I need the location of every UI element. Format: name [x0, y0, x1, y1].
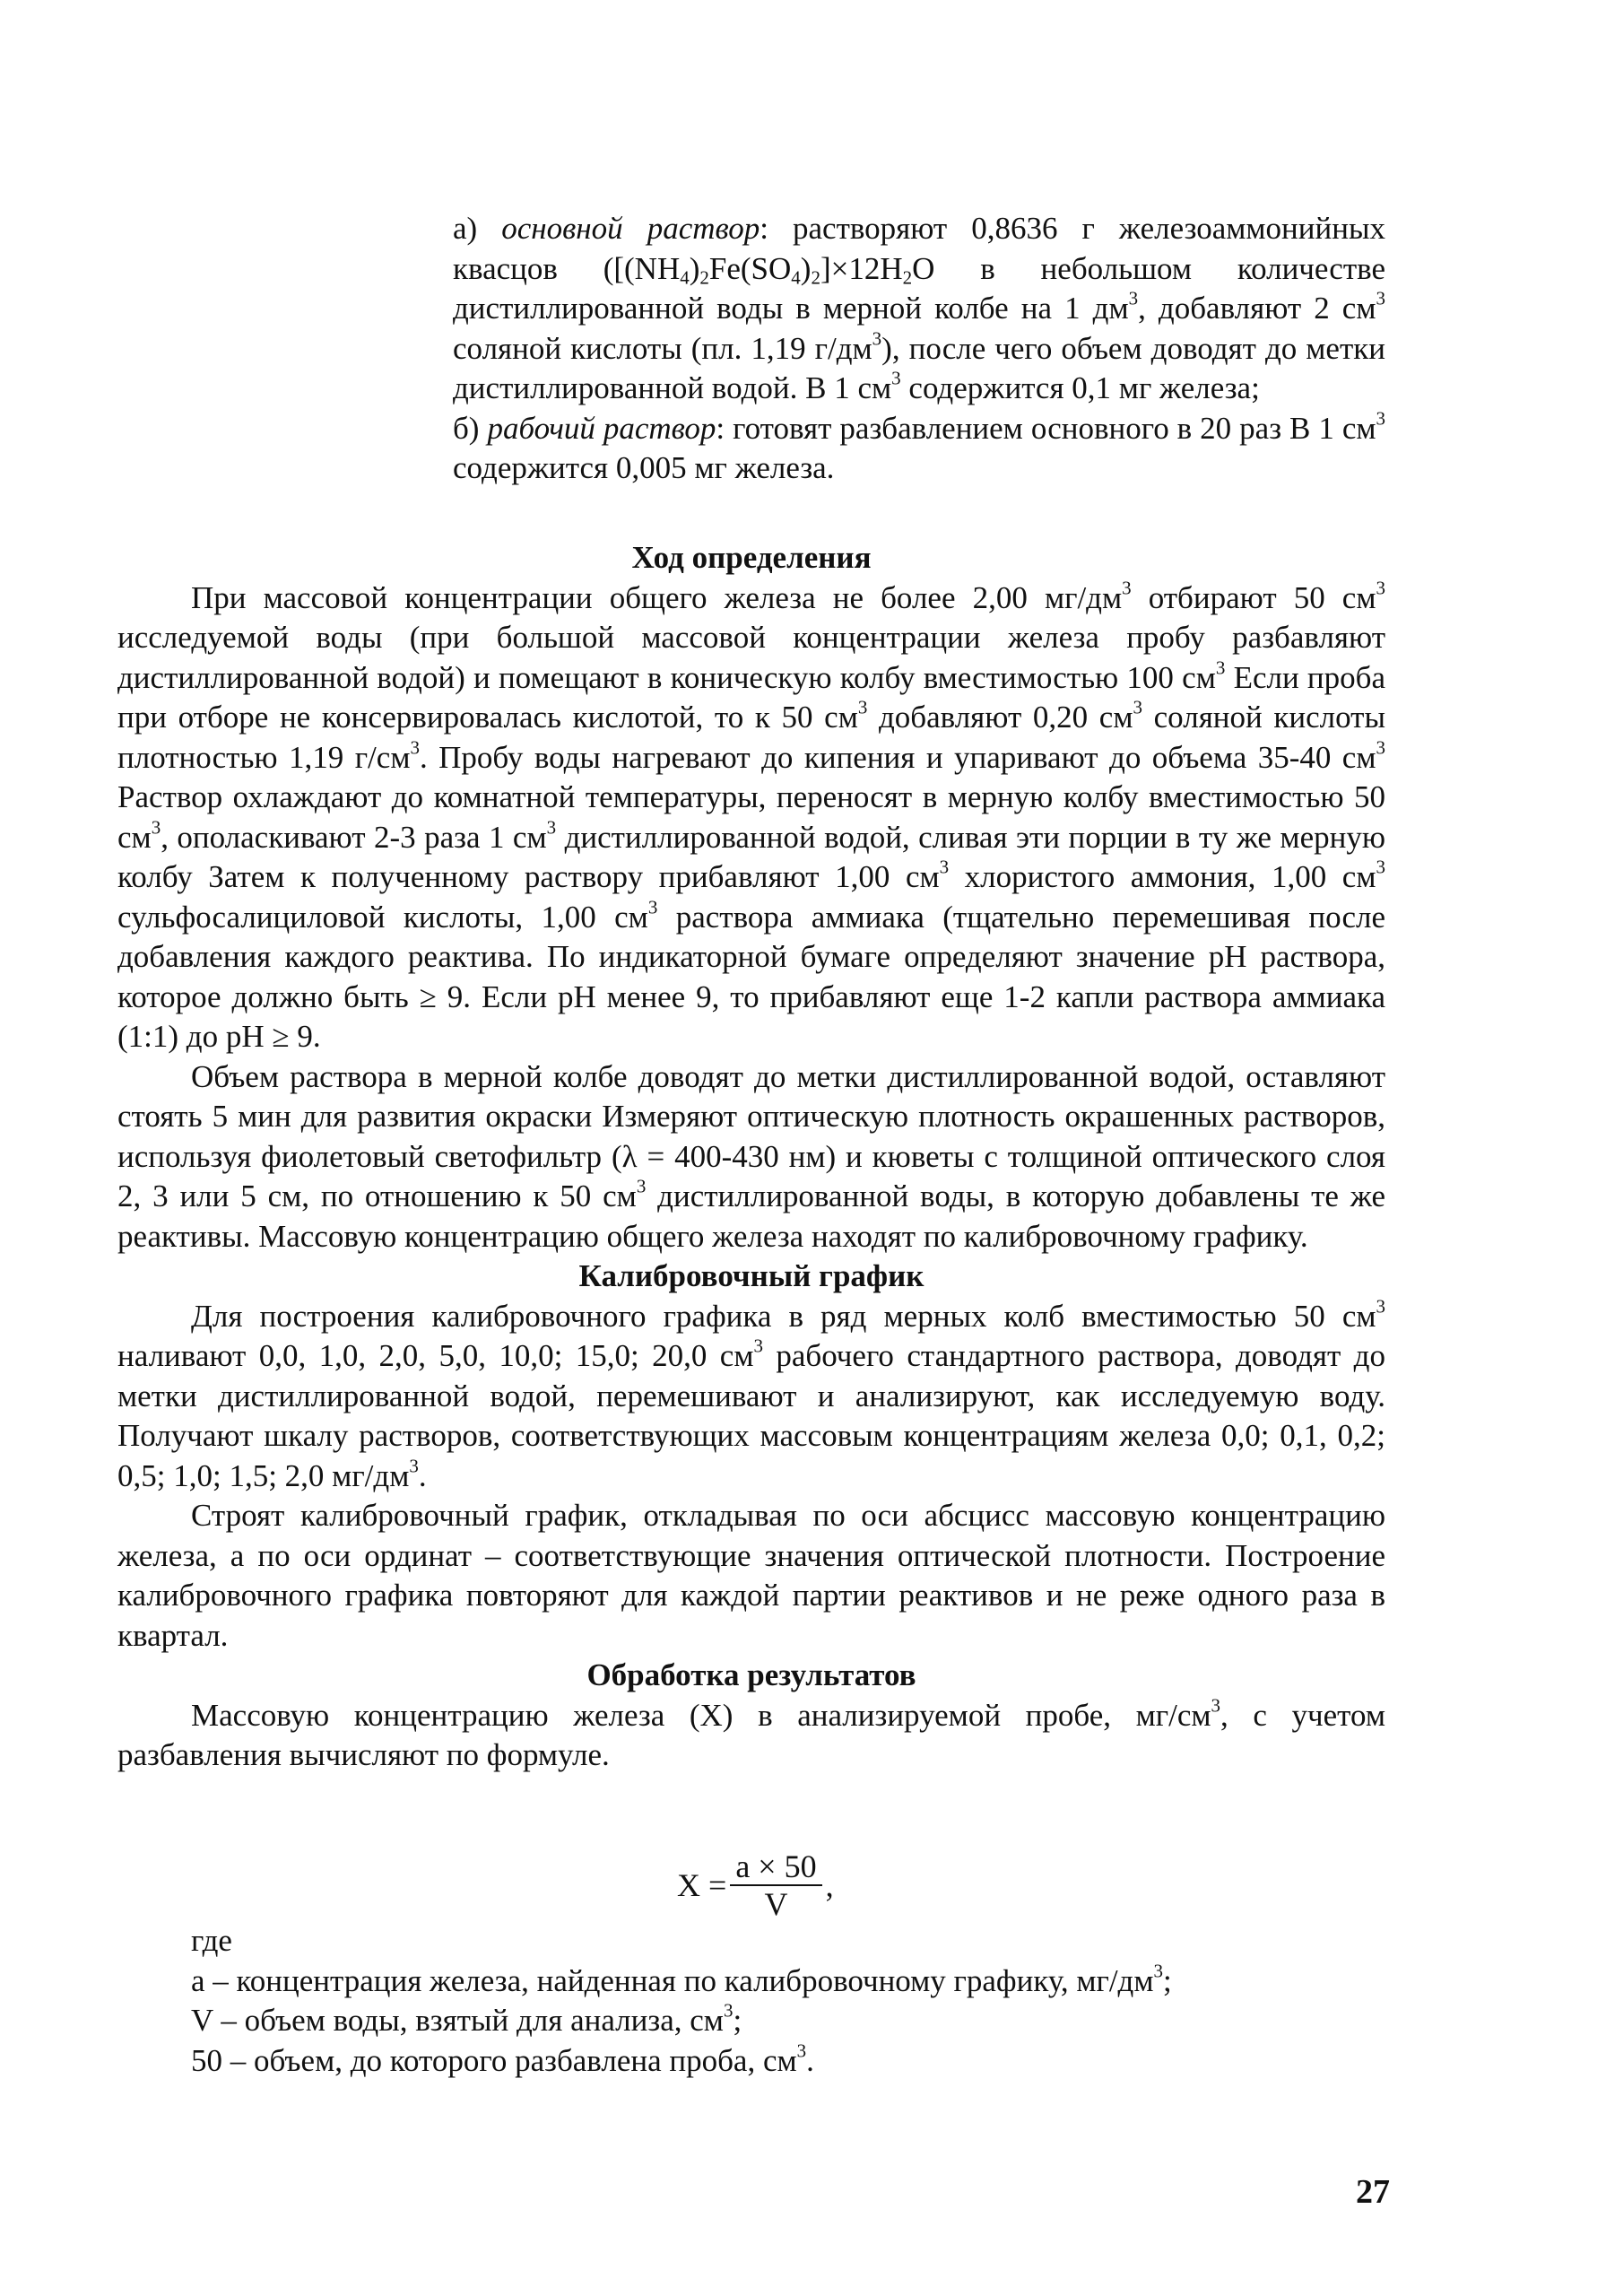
text-run: . — [806, 2042, 814, 2078]
reagent-preparation-section — [453, 209, 1385, 489]
superscript: 3 — [1376, 406, 1385, 429]
text-run: Для построения калибровочного графика в ряд мерных колб вместимостью 50 см — [191, 1298, 1376, 1334]
text-run: хлористого аммония, 1,00 см — [949, 859, 1376, 894]
text-run: соляной кислоты плотностью 1,19 г/см — [117, 700, 1385, 775]
superscript: 3 — [1376, 576, 1385, 598]
text-run: Объем раствора в мерной колбе доводят до метки дистиллированной водой, оставляют стоять 5 мин для развития окраски Измеряют оптическую плотность окрашенных растворов, используя фиолетовый светофильтр (λ = 400-430 нм) и кюветы с толщиной оптического слоя 2, 3 или 5 см, по отношению к 50 см — [117, 1058, 1385, 1213]
formula-numerator: a × 50 — [735, 1848, 817, 1884]
main-text — [117, 538, 1385, 1776]
legend-item-50 — [191, 2041, 1393, 2082]
formula-lhs: X = — [677, 1866, 727, 1903]
text-run: а – концентрация железа, найденная по калибровочному графику, мг/дм — [191, 1962, 1154, 1998]
item-label: а) — [453, 211, 502, 246]
text-run: : растворяют 0,8636 г железоаммонийных квасцов ([(NH — [453, 211, 1385, 286]
text-run: Если проба при отборе не консервировалась кислотой, то к 50 см — [117, 659, 1385, 735]
text-run: ) — [689, 250, 700, 286]
text-run: содержится 0,1 мг железа; — [900, 370, 1260, 405]
heading-results: Обработка результатов — [586, 1657, 916, 1692]
text-run: . — [418, 1457, 427, 1493]
paragraph-measurement — [117, 1057, 1385, 1257]
subscript: 4 — [791, 265, 801, 288]
formula-trailing-comma: , — [825, 1866, 834, 1903]
subscript: 2 — [699, 265, 709, 288]
text-run: ]×12H — [820, 250, 903, 286]
text-run: Массовую концентрацию железа (X) в анализируемой пробе, мг/см — [191, 1697, 1211, 1733]
subscript: 4 — [680, 265, 690, 288]
text-run: Раствор охлаждают до комнатной температуры, переносят в мерную колбу вместимостью 50 см — [117, 779, 1385, 855]
legend-where: где — [191, 1923, 232, 1958]
superscript: 3 — [1133, 696, 1142, 718]
text-run: При массовой концентрации общего железа не более 2,00 мг/дм — [191, 579, 1123, 615]
paragraph-calibration — [117, 1294, 1385, 1497]
superscript: 3 — [636, 1175, 647, 1197]
text-run: добавляют 0,20 см — [867, 700, 1133, 735]
item-title: основной раствор — [501, 211, 760, 246]
text-run: дистиллированной водой, сливая эти порции в ту же мерную колбу Затем к полученному раствору прибавляют 1,00 см — [117, 819, 1385, 894]
text-run: ) — [800, 250, 812, 286]
text-run: O в небольшом количестве дистиллированной воды в мерной колбе на 1 дм — [453, 250, 1385, 326]
text-run: , добавляют 2 см — [1138, 291, 1376, 326]
superscript: 3 — [1122, 576, 1132, 598]
superscript: 3 — [891, 367, 901, 389]
superscript: 3 — [723, 1999, 734, 2022]
text-run: Fe(SO — [708, 250, 792, 286]
superscript: 3 — [1376, 735, 1385, 758]
text-run: отбирают 50 см — [1131, 579, 1376, 615]
superscript: 3 — [647, 895, 658, 918]
text-run: ), после чего объем доводят до метки дистиллированной водой. В 1 см — [453, 330, 1385, 405]
superscript: 3 — [872, 326, 882, 349]
superscript: 3 — [796, 2039, 807, 2061]
formula-denominator: V — [764, 1886, 788, 1922]
page-number: 27 — [1356, 2173, 1390, 2211]
heading-procedure: Ход определения — [631, 540, 872, 575]
text-run: : готовят разбавлением основного в 20 раз В 1 см — [716, 410, 1376, 446]
text-run: исследуемой воды (при большой массовой концентрации железа пробу разбавляют дистиллированной водой) и помещают в коническую колбу вместимостью 100 см — [117, 620, 1385, 695]
formula — [677, 1848, 834, 1922]
formula-fraction — [730, 1848, 821, 1922]
paragraph-procedure — [117, 578, 1385, 1057]
superscript: 3 — [753, 1335, 763, 1357]
paragraph-graph: Строят калибровочный график, откладывая по оси абсцисс массовую концентрацию железа, а по оси ординат – соответствующие значения оптической плотности. Построение калибровочного графика повторяют для каждой партии реактивов и не реже одного раза в квартал. — [117, 1498, 1385, 1653]
text-run: 50 – объем, до которого разбавлена проба, см — [191, 2042, 797, 2078]
text-run: сульфосалициловой кислоты, 1,00 см — [117, 899, 648, 935]
text-run: ; — [1163, 1962, 1172, 1998]
text-run: , ополаскивают 2-3 раза 1 см — [161, 819, 547, 855]
text-run: дистиллированной воды, в которую добавлены те же реактивы. Массовую концентрацию общего железа находят по калибровочному графику. — [117, 1178, 1385, 1254]
text-run: V – объем воды, взятый для анализа, см — [191, 2003, 724, 2038]
subscript: 2 — [902, 265, 913, 288]
text-run: рабочего стандартного раствора, доводят до метки дистиллированной водой, перемешивают и анализируют, как исследуемую воду. Получают шкалу растворов, соответствующих массовым концентрациям железа 0,0; 0,1, 0,2; 0,5; 1,0; 1,5; 2,0 мг/дм — [117, 1338, 1385, 1493]
superscript: 3 — [1215, 656, 1226, 678]
superscript: 3 — [1211, 1693, 1221, 1716]
text-run: наливают 0,0, 1,0, 2,0, 5,0, 10,0; 15,0; 20,0 см — [117, 1338, 754, 1373]
heading-calibration: Калибровочный график — [578, 1258, 925, 1293]
superscript: 3 — [151, 815, 161, 838]
superscript: 3 — [546, 815, 557, 838]
superscript: 3 — [1376, 287, 1385, 309]
text-run: раствора аммиака (тщательно перемешивая после добавления каждого реактива. По индикаторной бумаге определяют значение pH раствора, которое должно быть ≥ 9. Если pH менее 9, то прибавляют еще 1-2 капли раствора аммиака (1:1) до pH ≥ 9. — [117, 899, 1385, 1054]
paragraph-results — [117, 1693, 1385, 1776]
superscript: 3 — [1128, 287, 1139, 309]
superscript: 3 — [1376, 856, 1385, 878]
superscript: 3 — [409, 1454, 419, 1476]
superscript: 3 — [857, 696, 868, 718]
item-label: б) — [453, 410, 488, 446]
superscript: 3 — [939, 856, 950, 878]
legend-item-v — [191, 2001, 1393, 2041]
paragraph-working-solution — [453, 406, 1385, 489]
variable-legend — [191, 1921, 1393, 2081]
superscript: 3 — [410, 735, 420, 758]
superscript: 3 — [1376, 1294, 1385, 1317]
legend-item-a — [191, 1961, 1393, 2002]
subscript: 2 — [811, 265, 820, 288]
text-run: содержится 0,005 мг железа. — [453, 450, 835, 485]
item-title: рабочий раствор — [487, 410, 716, 446]
superscript: 3 — [1153, 1959, 1164, 1981]
paragraph-stock-solution — [453, 209, 1385, 409]
text-run: соляной кислоты (пл. 1,19 г/дм — [453, 330, 872, 366]
text-run: ; — [733, 2003, 742, 2038]
text-run: , с учетом разбавления вычисляют по формуле. — [117, 1697, 1385, 1772]
text-run: . Пробу воды нагревают до кипения и упаривают до объема 35-40 см — [419, 739, 1376, 775]
